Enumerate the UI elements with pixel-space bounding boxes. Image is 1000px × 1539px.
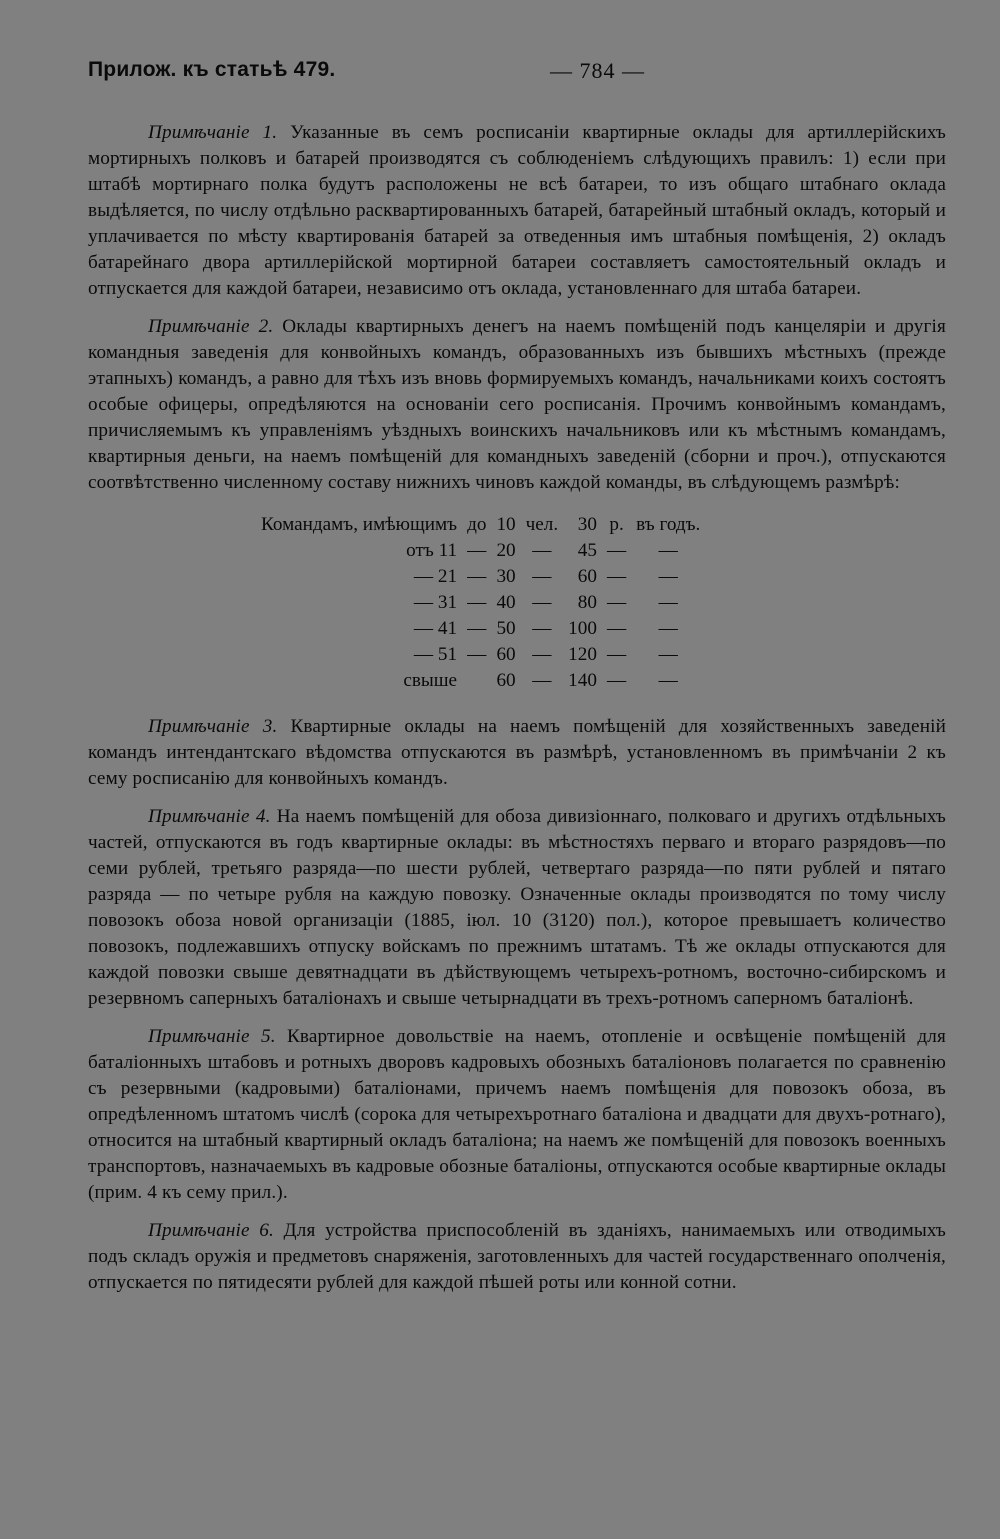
note-3 xyxy=(88,714,946,792)
note-5 xyxy=(88,1024,946,1206)
table-cell: — xyxy=(532,592,552,613)
table-cell: — xyxy=(532,618,552,639)
table-cell: 140 xyxy=(568,670,597,691)
running-header xyxy=(88,58,948,88)
table-cell: 10 xyxy=(496,514,516,535)
table-row xyxy=(256,668,705,694)
table-row xyxy=(256,642,705,668)
table-cell: — xyxy=(606,618,627,639)
note-5-text: Квартирное довольствіе на наемъ, отопленіе и освѣщеніе помѣщеній для баталіонныхъ штабовъ и ротныхъ дворовъ кадровыхъ обозныхъ баталіоновъ полагается по сравненію съ резервными (кадровыми) баталіонами, причемъ наемъ помѣщенія для повозокъ обоза, въ опредѣленномъ штатомъ числѣ (сорока для четырехъротнаго баталіона и двадцати для двухъ-ротнаго), относится на штабный квартирный окладъ баталіона; на наемъ же помѣщеній для повозокъ военныхъ транспортовъ, назначаемыхъ въ кадровые обозные баталіоны, отпускаются особые квартирные оклады (прим. 4 къ сему прил.). xyxy=(88,1026,946,1203)
table-cell: — xyxy=(658,540,678,561)
note-2-label: Примѣчаніе 2. xyxy=(148,316,274,337)
table-cell: 30 xyxy=(496,566,516,587)
table-cell: — xyxy=(467,592,487,613)
table-cell: 60 xyxy=(577,566,597,587)
note-1-label: Примѣчаніе 1. xyxy=(148,122,278,143)
note-3-text: Квартирные оклады на наемъ помѣщеній для хозяйственныхъ заведеній командъ интендантскаго вѣдомства отпускаются въ размѣрѣ, установленномъ въ примѣчаніи 2 къ сему росписанію для конвойныхъ командъ. xyxy=(88,716,947,789)
table-cell: — xyxy=(467,566,487,587)
table-cell: въ годъ. xyxy=(636,514,701,535)
table-cell: р. xyxy=(609,514,624,535)
note-4 xyxy=(88,804,946,1012)
note-2-text: Оклады квартирныхъ денегъ на наемъ помѣщеній подъ канцеляріи и другія командныя заведенія для конвойныхъ командъ, образованныхъ изъ бывшихъ мѣстныхъ (прежде этапныхъ) командъ, а равно для тѣхъ изъ вновь формируемыхъ командъ, начальниками коихъ состоятъ особые офицеры, опредѣляются на основаніи сего росписанія. Прочимъ конвойнымъ командамъ, причисляемымъ къ управленіямъ уѣздныхъ воинскихъ начальниковъ или къ мѣстнымъ командамъ, квартирныя деньги, на наемъ помѣщеній для командныхъ заведеній (сборни и проч.), отпускаются соотвѣтственно численному составу нижнихъ чиновъ каждой команды, въ слѣдующемъ размѣрѣ: xyxy=(88,316,946,493)
table-cell: 100 xyxy=(568,618,597,639)
table-cell: — 31 xyxy=(413,592,458,613)
table-row xyxy=(256,538,705,564)
table-cell: Командамъ, имѣющимъ xyxy=(261,514,458,535)
page-body xyxy=(88,120,946,1308)
table-cell: — xyxy=(658,618,678,639)
table-cell: — xyxy=(606,566,627,587)
table-cell: — xyxy=(606,644,627,665)
table-cell xyxy=(462,668,491,694)
table-cell: 60 xyxy=(496,670,516,691)
table-row xyxy=(256,512,705,538)
page-number: — 784 — xyxy=(550,58,645,83)
table-cell: 40 xyxy=(496,592,516,613)
table-cell: — xyxy=(532,670,552,691)
rates-table xyxy=(256,512,705,694)
note-1-text: Указанные въ семъ росписаніи квартирные оклады для артиллерійскихъ мортирныхъ полковъ и батарей производятся съ соблюденіемъ слѣдующихъ правилъ: 1) если при штабѣ мортирнаго полка будутъ расположены не всѣ батареи, то изъ общаго штабнаго оклада выдѣляется, по числу отдѣльно расквартированныхъ батарей, батарейный штабный окладъ, который и уплачивается по мѣсту квартированія батарей за отведенныя имъ штабныя помѣщенія, 2) окладъ батарейнаго двора артиллерійской мортирной батареи составляетъ самостоятельный окладъ и отпускается для каждой батареи, независимо отъ оклада, установленнаго для штаба батареи. xyxy=(88,122,946,299)
table-cell: — xyxy=(467,644,487,665)
appendix-reference: Прилож. къ статьѣ 479. xyxy=(88,58,336,81)
note-6-text: Для устройства приспособленій въ зданіяхъ, нанимаемыхъ или отводимыхъ подъ складъ оружія и предметовъ снаряженія, заготовленныхъ для частей государственнаго ополченія, отпускается по пятидесяти рублей для каждой пѣшей роты или конной сотни. xyxy=(88,1220,946,1293)
table-cell: — xyxy=(532,566,552,587)
table-cell: — 41 xyxy=(413,618,458,639)
table-cell: — xyxy=(467,618,487,639)
table-cell: 60 xyxy=(496,644,516,665)
table-cell: чел. xyxy=(525,514,559,535)
note-6-label: Примѣчаніе 6. xyxy=(148,1220,274,1241)
note-3-label: Примѣчаніе 3. xyxy=(148,716,278,737)
table-cell: 50 xyxy=(496,618,516,639)
table-row xyxy=(256,564,705,590)
table-cell: — xyxy=(532,540,552,561)
note-4-text: На наемъ помѣщеній для обоза дивизіоннаго, полковаго и другихъ отдѣльныхъ частей, отпускаются въ годъ квартирные оклады: въ мѣстностяхъ перваго и втораго разрядовъ—по семи рублей, третьяго разряда—по шести рублей, четвертаго разряда—по пяти рублей и пятаго разряда — по четыре рубля на каждую повозку. Означенные оклады производятся по тому числу повозокъ обоза новой организаціи (1885, іюл. 10 (3120) пол.), которое превышаетъ количество повозокъ, подлежавшихъ отпуску войскамъ по прежнимъ штатамъ. Тѣ же оклады отпускаются для каждой повозки свыше девятнадцати въ дѣйствующемъ четырехъ-ротномъ, восточно-сибирскомъ и резервномъ саперныхъ баталіонахъ и свыше четырнадцати въ трехъ-ротномъ саперномъ баталіонѣ. xyxy=(88,806,946,1009)
table-cell: — xyxy=(658,592,678,613)
table-cell: отъ 11 xyxy=(406,540,458,561)
table-cell: до xyxy=(467,514,487,535)
table-row xyxy=(256,616,705,642)
table-cell: — xyxy=(467,540,487,561)
table-cell: 30 xyxy=(577,514,597,535)
table-cell: — xyxy=(658,566,678,587)
note-4-label: Примѣчаніе 4. xyxy=(148,806,271,827)
table-cell: — 51 xyxy=(413,644,458,665)
table-cell: — xyxy=(658,644,678,665)
table-cell: 20 xyxy=(496,540,516,561)
table-cell: — xyxy=(658,670,678,691)
note-2 xyxy=(88,314,946,496)
table-cell: 80 xyxy=(577,592,597,613)
table-cell: — xyxy=(606,540,627,561)
table-cell: — xyxy=(606,670,627,691)
table-cell: — 21 xyxy=(413,566,458,587)
note-5-label: Примѣчаніе 5. xyxy=(148,1026,276,1047)
table-cell: 45 xyxy=(577,540,597,561)
table-cell: — xyxy=(606,592,627,613)
table-row xyxy=(256,590,705,616)
table-cell: свыше xyxy=(403,670,458,691)
note-6 xyxy=(88,1218,946,1296)
table-cell: 120 xyxy=(568,644,597,665)
table-cell: — xyxy=(532,644,552,665)
note-1 xyxy=(88,120,946,302)
